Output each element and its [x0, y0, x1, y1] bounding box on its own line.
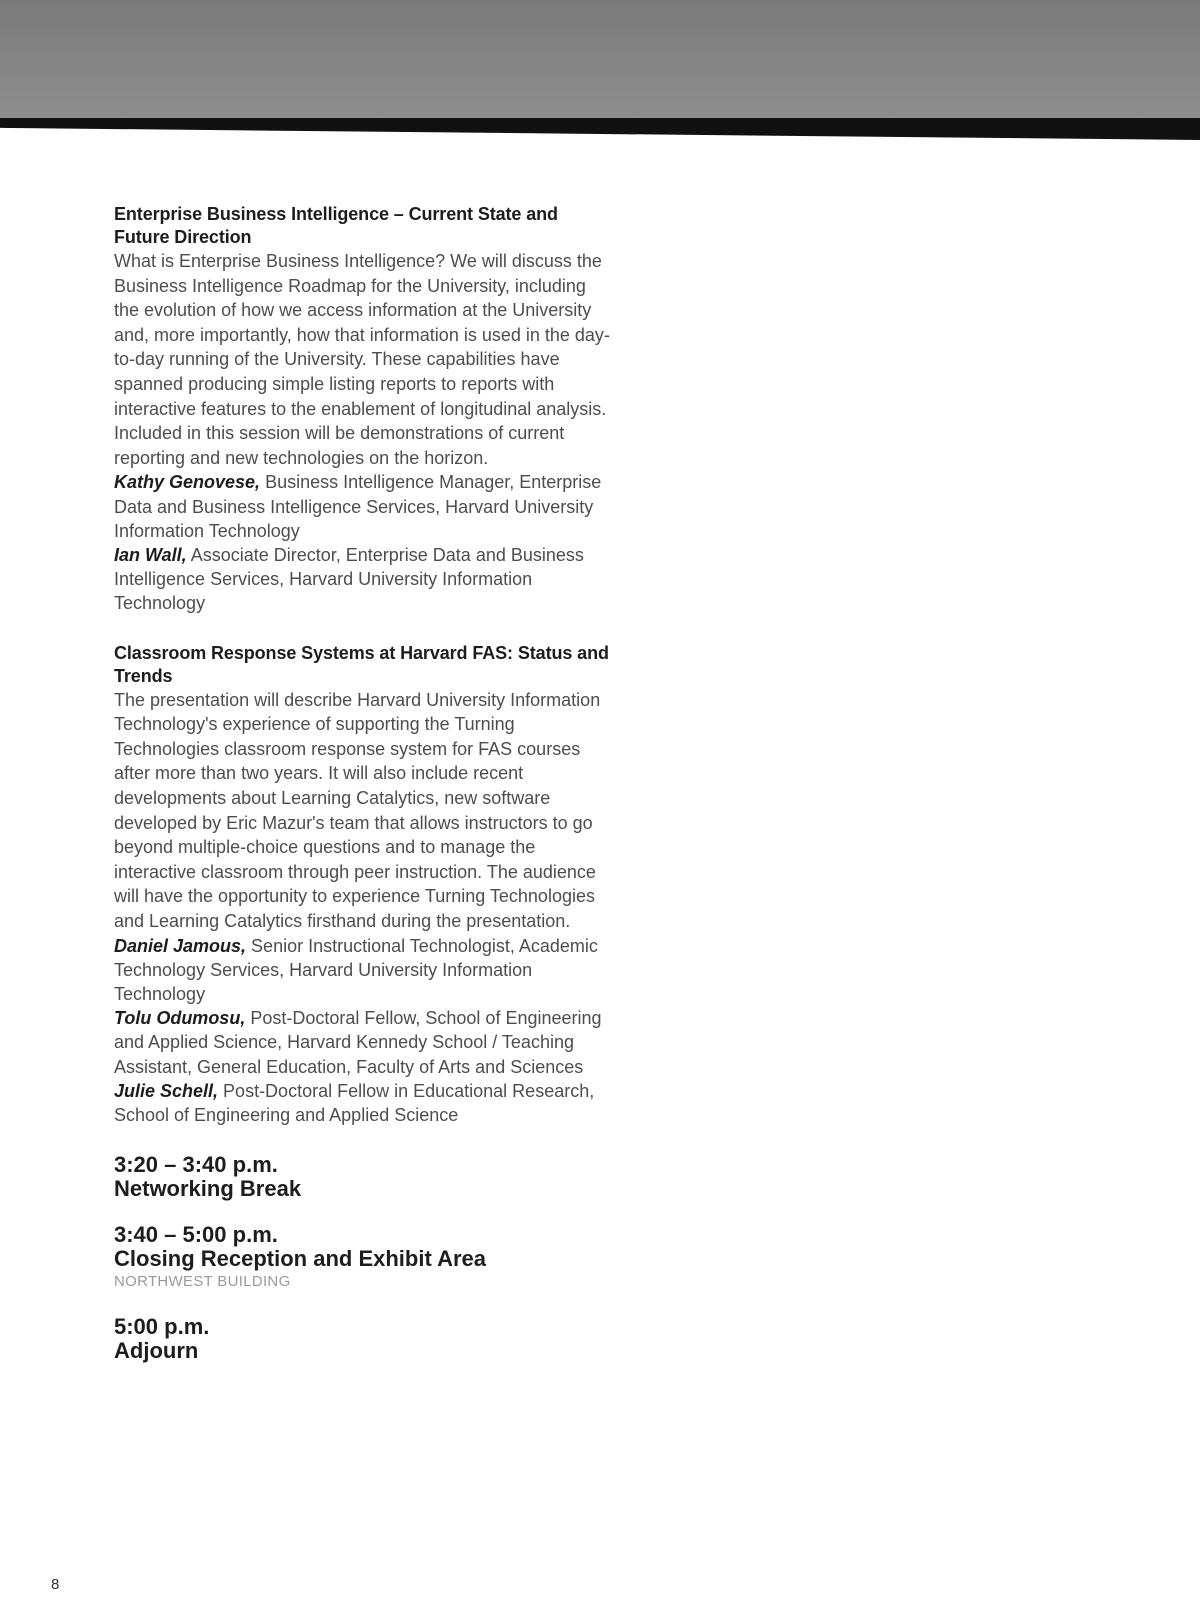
page-number: 8	[51, 1576, 60, 1593]
session-title: Classroom Response Systems at Harvard FAS: Status and Trends	[114, 642, 609, 686]
speaker-affiliation: Associate Director, Enterprise Data and Business Intelligence Services, Harvard University Information Technology	[114, 544, 584, 614]
session-title: Enterprise Business Intelligence – Current State and Future Direction	[114, 204, 558, 247]
header-rule	[0, 118, 1200, 140]
speaker-name: Kathy Genovese,	[114, 472, 261, 493]
schedule-closing-reception	[114, 1223, 614, 1293]
schedule-time: 3:20 – 3:40 p.m.	[114, 1152, 278, 1178]
schedule-time: 3:40 – 5:00 p.m.	[114, 1222, 278, 1248]
schedule-networking-break	[114, 1153, 614, 1201]
schedule-event: Networking Break	[114, 1176, 302, 1202]
speaker	[114, 470, 614, 543]
speaker-name: Ian Wall,	[114, 544, 187, 565]
speaker-name: Julie Schell,	[114, 1080, 219, 1101]
speaker-name: Tolu Odumosu,	[114, 1008, 246, 1029]
page-content	[114, 203, 614, 1385]
speaker	[114, 1079, 614, 1127]
session-description: What is Enterprise Business Intelligence? We will discuss the Business Intelligence Roadmap for the University, including the evolution of how we access information at the University and, more importantly, how that information is used in the day-to-day running of the University. These capabilities have spanned producing simple listing reports to reports with interactive features to the enablement of longitudinal analysis. Included in this session will be demonstrations of current reporting and new technologies on the horizon.	[114, 251, 610, 468]
speaker-affiliation: Post-Doctoral Fellow in Educational Research, School of Engineering and Applied Science	[114, 1080, 595, 1125]
schedule-time: 5:00 p.m.	[114, 1314, 210, 1340]
session-classroom-response	[114, 642, 614, 1128]
speaker-affiliation: Business Intelligence Manager, Enterprise Data and Business Intelligence Services, Harvard University Information Technology	[114, 472, 602, 541]
session-description: The presentation will describe Harvard University Information Technology's experience of supporting the Turning Technologies classroom response system for FAS courses after more than two years. It will also include recent developments about Learning Catalytics, new software developed by Eric Mazur's team that allows instructors to go beyond multiple-choice questions and to manage the interactive classroom through peer instruction. The audience will have the opportunity to experience Turning Technologies and Learning Catalytics firsthand during the presentation.	[114, 689, 601, 931]
schedule-event: Closing Reception and Exhibit Area	[114, 1246, 487, 1272]
speaker	[114, 1006, 614, 1079]
speaker-affiliation: Post-Doctoral Fellow, School of Engineering and Applied Science, Harvard Kennedy School / Teaching Assistant, General Education, Faculty of Arts and Sciences	[114, 1008, 602, 1077]
schedule-adjourn	[114, 1315, 614, 1363]
speaker-name: Daniel Jamous,	[114, 935, 247, 956]
speaker	[114, 934, 614, 1007]
session-enterprise-bi	[114, 203, 614, 616]
header-band	[0, 0, 1200, 124]
speaker-affiliation: Senior Instructional Technologist, Academic Technology Services, Harvard University Information Technology	[114, 935, 598, 1004]
speaker	[114, 543, 614, 616]
schedule-event: Adjourn	[114, 1338, 199, 1364]
schedule-location: NORTHWEST BUILDING	[114, 1273, 291, 1291]
